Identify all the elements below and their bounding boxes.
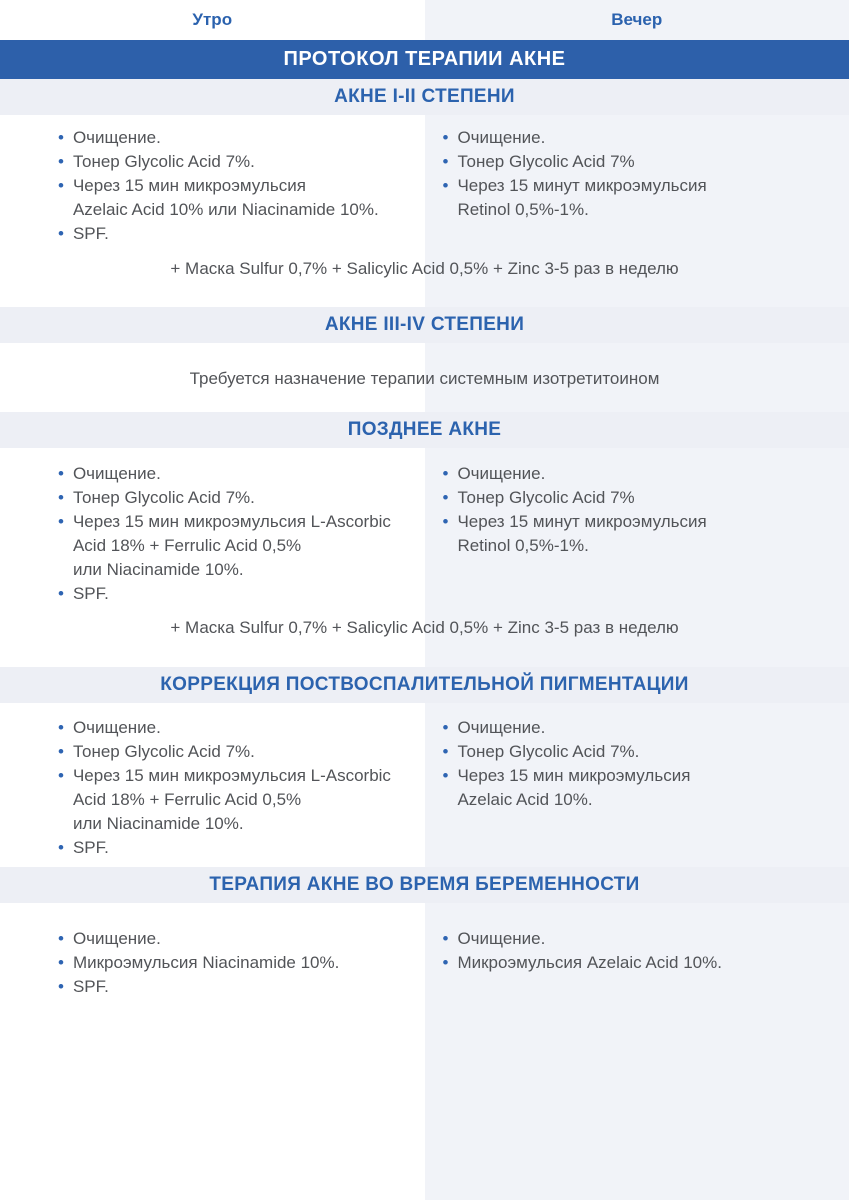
item-line: Очищение. bbox=[72, 718, 161, 737]
bullet-icon: • bbox=[58, 766, 64, 785]
list-item bbox=[443, 126, 836, 150]
list-item bbox=[58, 582, 411, 606]
bullet-list bbox=[443, 927, 836, 975]
item-line: или Niacinamide 10%. bbox=[72, 814, 244, 833]
section-heading-pregnancy: ТЕРАПИЯ АКНЕ ВО ВРЕМЯ БЕРЕМЕННОСТИ bbox=[0, 867, 849, 903]
bullet-icon: • bbox=[442, 512, 449, 531]
bullet-icon: • bbox=[58, 152, 64, 171]
list-item bbox=[443, 927, 836, 951]
evening-column bbox=[425, 927, 849, 999]
morning-column bbox=[0, 126, 425, 246]
list-item bbox=[443, 716, 836, 740]
morning-column-header: Утро bbox=[192, 10, 233, 29]
section-heading-pigmentation: КОРРЕКЦИЯ ПОСТВОСПАЛИТЕЛЬНОЙ ПИГМЕНТАЦИИ bbox=[0, 667, 849, 703]
list-item bbox=[58, 222, 411, 246]
bullet-icon: • bbox=[442, 742, 449, 761]
item-line: Очищение. bbox=[457, 128, 546, 147]
bullet-icon: • bbox=[442, 766, 449, 785]
item-line: Retinol 0,5%-1%. bbox=[457, 200, 589, 219]
item-line: Через 15 мин микроэмульсия bbox=[72, 176, 306, 195]
evening-column bbox=[425, 462, 849, 606]
item-line: Через 15 мин микроэмульсия L-Ascorbic bbox=[72, 512, 391, 531]
list-item bbox=[58, 716, 411, 740]
item-line: Retinol 0,5%-1%. bbox=[457, 536, 589, 555]
list-item bbox=[58, 126, 411, 150]
bullet-list bbox=[443, 126, 836, 222]
section-content-late-acne bbox=[0, 448, 849, 606]
item-line: Очищение. bbox=[457, 464, 546, 483]
bullet-icon: • bbox=[58, 128, 64, 147]
mask-footnote: + Маска Sulfur 0,7% + Salicylic Acid 0,5% + Zinc 3-5 раз в неделю bbox=[170, 618, 679, 637]
morning-column bbox=[0, 462, 425, 606]
bullet-icon: • bbox=[58, 838, 64, 857]
list-item bbox=[58, 174, 411, 222]
item-line: или Niacinamide 10%. bbox=[72, 560, 244, 579]
item-line: Очищение. bbox=[72, 929, 161, 948]
bullet-icon: • bbox=[442, 128, 449, 147]
item-line: Тонер Glycolic Acid 7% bbox=[457, 152, 635, 171]
list-item bbox=[58, 764, 411, 836]
item-line: SPF. bbox=[72, 584, 109, 603]
section-content-pigmentation bbox=[0, 703, 849, 860]
list-item bbox=[443, 462, 836, 486]
bullet-icon: • bbox=[442, 464, 449, 483]
item-line: Тонер Glycolic Acid 7%. bbox=[457, 742, 640, 761]
list-item bbox=[58, 462, 411, 486]
morning-column bbox=[0, 716, 425, 860]
section-heading-late-acne: ПОЗДНЕЕ АКНЕ bbox=[0, 412, 849, 448]
item-line: Тонер Glycolic Acid 7%. bbox=[72, 488, 255, 507]
bullet-icon: • bbox=[442, 152, 449, 171]
bullet-list bbox=[58, 462, 411, 606]
list-item bbox=[443, 150, 836, 174]
item-line: Через 15 мин микроэмульсия bbox=[457, 766, 691, 785]
item-line: Тонер Glycolic Acid 7% bbox=[457, 488, 635, 507]
item-line: Через 15 мин микроэмульсия L-Ascorbic bbox=[72, 766, 391, 785]
item-line: Очищение. bbox=[457, 929, 546, 948]
bullet-icon: • bbox=[58, 977, 64, 996]
bullet-icon: • bbox=[58, 718, 64, 737]
item-line: Azelaic Acid 10% или Niacinamide 10%. bbox=[72, 200, 379, 219]
item-line: Acid 18% + Ferrulic Acid 0,5% bbox=[72, 790, 302, 809]
mask-footnote: + Маска Sulfur 0,7% + Salicylic Acid 0,5% + Zinc 3-5 раз в неделю bbox=[170, 259, 679, 278]
list-item bbox=[58, 951, 411, 975]
section-content-acne-1-2 bbox=[0, 115, 849, 246]
page-title: ПРОТОКОЛ ТЕРАПИИ АКНЕ bbox=[283, 48, 566, 70]
bullet-list bbox=[58, 927, 411, 999]
section-content-pregnancy bbox=[0, 903, 849, 999]
list-item bbox=[58, 975, 411, 999]
item-line: Микроэмульсия Azelaic Acid 10%. bbox=[457, 953, 722, 972]
item-line: Через 15 минут микроэмульсия bbox=[457, 512, 707, 531]
protocol-title-banner bbox=[0, 40, 849, 79]
bullet-icon: • bbox=[58, 929, 64, 948]
item-line: Azelaic Acid 10%. bbox=[457, 790, 593, 809]
item-line: Микроэмульсия Niacinamide 10%. bbox=[72, 953, 340, 972]
bullet-icon: • bbox=[442, 953, 449, 972]
list-item bbox=[443, 486, 836, 510]
list-item bbox=[443, 764, 836, 812]
item-line: Тонер Glycolic Acid 7%. bbox=[72, 742, 255, 761]
systemic-therapy-note: Требуется назначение терапии системным изотретитоином bbox=[189, 369, 660, 388]
bullet-list bbox=[443, 716, 836, 812]
bullet-list bbox=[443, 462, 836, 558]
list-item bbox=[58, 150, 411, 174]
item-line: Очищение. bbox=[72, 128, 161, 147]
list-item bbox=[58, 740, 411, 764]
evening-column bbox=[425, 716, 849, 860]
list-item bbox=[443, 740, 836, 764]
evening-column-header: Вечер bbox=[611, 10, 663, 29]
list-item bbox=[58, 836, 411, 860]
list-item bbox=[58, 510, 411, 582]
bullet-icon: • bbox=[58, 742, 64, 761]
list-item bbox=[443, 510, 836, 558]
list-item bbox=[58, 486, 411, 510]
item-line: SPF. bbox=[72, 224, 109, 243]
section-heading-acne-1-2: АКНЕ I-II СТЕПЕНИ bbox=[0, 79, 849, 115]
column-header-row bbox=[0, 0, 849, 40]
bullet-icon: • bbox=[58, 176, 64, 195]
bullet-icon: • bbox=[442, 176, 449, 195]
item-line: Очищение. bbox=[72, 464, 161, 483]
item-line: Acid 18% + Ferrulic Acid 0,5% bbox=[72, 536, 302, 555]
section-heading-acne-3-4: АКНЕ III-IV СТЕПЕНИ bbox=[0, 307, 849, 343]
item-line: Через 15 минут микроэмульсия bbox=[457, 176, 707, 195]
item-line: Тонер Glycolic Acid 7%. bbox=[72, 152, 255, 171]
list-item bbox=[58, 927, 411, 951]
evening-column bbox=[425, 126, 849, 246]
bullet-icon: • bbox=[58, 464, 64, 483]
item-line: SPF. bbox=[72, 838, 109, 857]
bullet-icon: • bbox=[58, 584, 64, 603]
bullet-list bbox=[58, 716, 411, 860]
morning-column bbox=[0, 927, 425, 999]
bullet-icon: • bbox=[442, 929, 449, 948]
bullet-icon: • bbox=[442, 488, 449, 507]
bullet-icon: • bbox=[58, 488, 64, 507]
item-line: Очищение. bbox=[457, 718, 546, 737]
bullet-icon: • bbox=[442, 718, 449, 737]
bullet-icon: • bbox=[58, 953, 64, 972]
bullet-list bbox=[58, 126, 411, 246]
list-item bbox=[443, 951, 836, 975]
bullet-icon: • bbox=[58, 224, 64, 243]
list-item bbox=[443, 174, 836, 222]
item-line: SPF. bbox=[72, 977, 109, 996]
bullet-icon: • bbox=[58, 512, 64, 531]
